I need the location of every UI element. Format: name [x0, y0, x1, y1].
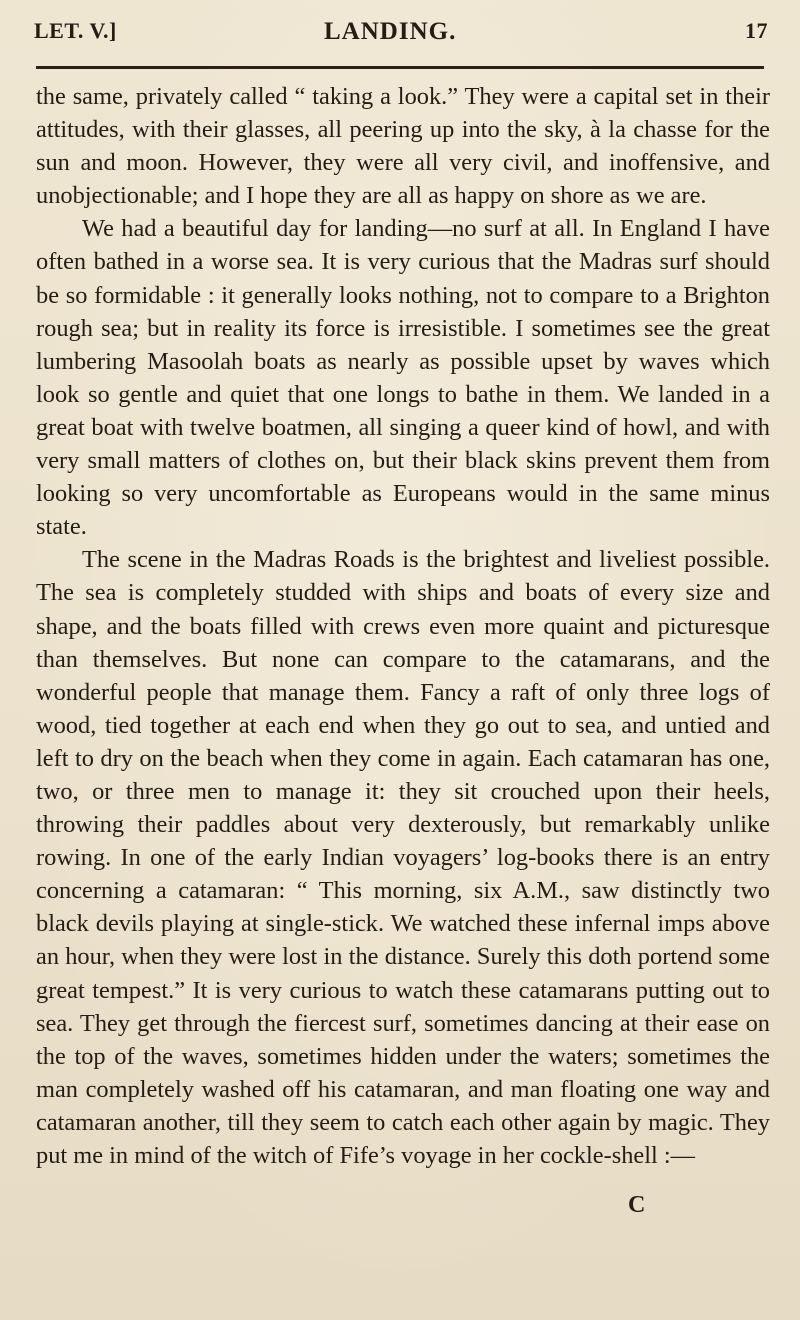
paragraph-3: The scene in the Madras Roads is the brightest and liveliest possible. The sea is completely studded with ships and boats of every size and shape, and the boats filled with crews even more quaint and picturesque than themselves. But none can compare to the catamarans, and the wonderful people that manage them. Fancy a raft of only three logs of wood, tied together at each end when they go out to sea, and untied and left to dry on the beach when they come in again. Each catamaran has one, two, or three men to manage it: they sit crouched upon their heels, throwing their paddles about very dexterously, but remarkably unlike rowing. In one of the early Indian voyagers’ log-books there is an entry concerning a catamaran: “ This morning, six A.M., saw distinctly two black devils playing at single-stick. We watched these infernal imps above an hour, when they were lost in the distance. Surely this doth portend some great tempest.” It is very curious to watch these catamarans putting out to sea. They get through the fiercest surf, sometimes dancing at their ease on the top of the waves, sometimes hidden under the waters; sometimes the man completely washed off his catamaran, and man floating one way and catamaran another, till they seem to catch each other again by magic. They put me in mind of the witch of Fife’s voyage in her cockle-shell :—	[36, 546, 770, 1169]
header-page-number: 17	[745, 18, 768, 43]
header-chapter-title: LANDING.	[324, 18, 457, 45]
paragraph-2: We had a beautiful day for landing—no surf at all. In England I have often bathed in a worse sea. It is very curious that the Madras surf should be so formidable : it generally looks nothing, not to compare to a Brighton rough sea; but in reality its force is irresistible. I sometimes see the great lumbering Masoolah boats as nearly as possible upset by waves which look so gentle and quiet that one longs to bathe in them. We landed in a great boat with twelve boatmen, all singing a queer kind of howl, and with very small matters of clothes on, but their black skins prevent them from looking so very uncomfortable as Europeans would in the same minus state.	[36, 215, 770, 541]
body-text	[36, 80, 770, 1172]
signature-mark: C	[628, 1192, 646, 1218]
paragraph-1: the same, privately called “ taking a look.” They were a capital set in their attitudes, with their glasses, all peering up into the sky, à la chasse for the sun and moon. However, they were all very civil, and inoffensive, and unobjectionable; and I hope they are all as happy on shore as we are.	[36, 83, 770, 210]
header-letter-label: LET. V.]	[34, 18, 117, 43]
header-rule	[36, 66, 764, 69]
running-header	[30, 14, 770, 54]
